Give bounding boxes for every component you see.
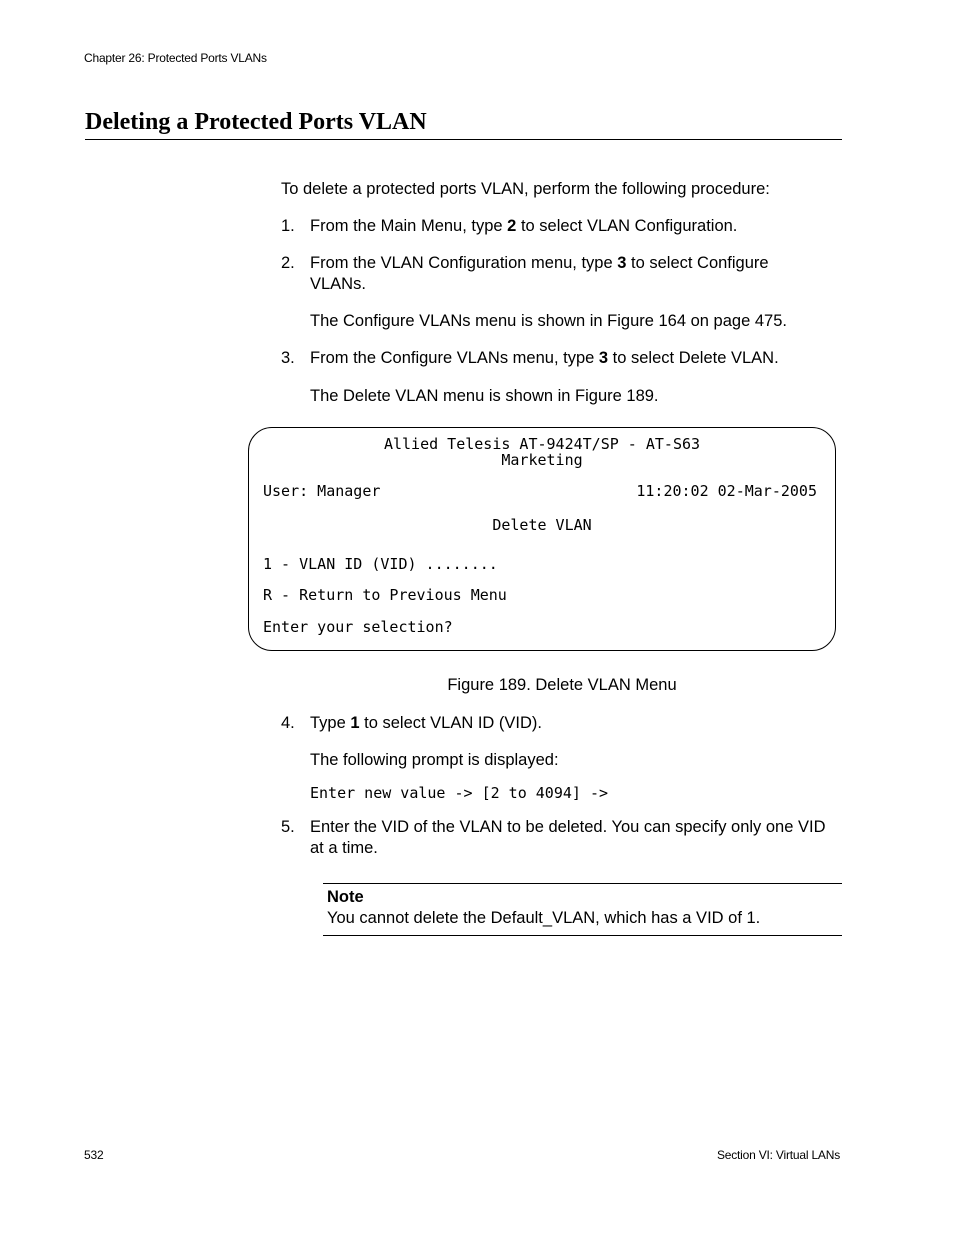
step-number: 3. [281, 349, 295, 367]
figure-datetime: 11:20:02 02-Mar-2005 [636, 482, 817, 500]
step-number: 4. [281, 714, 295, 732]
intro-paragraph: To delete a protected ports VLAN, perform the following procedure: [281, 180, 770, 198]
figure-title-line1: Allied Telesis AT-9424T/SP - AT-S63 [383, 435, 701, 453]
figure-option-1: 1 - VLAN ID (VID) ........ [263, 555, 498, 573]
page-number: 532 [84, 1148, 104, 1162]
figure-option-r: R - Return to Previous Menu [263, 586, 507, 604]
note-text: You cannot delete the Default_VLAN, which has a VID of 1. [327, 909, 761, 927]
step-2-note: The Configure VLANs menu is shown in Figure 164 on page 475. [310, 312, 787, 330]
step-number: 2. [281, 254, 295, 272]
step-4-note: The following prompt is displayed: [310, 751, 559, 769]
running-footer-section: Section VI: Virtual LANs [716, 1148, 840, 1162]
note-box [323, 883, 842, 936]
figure-user: User: Manager [263, 482, 381, 500]
running-header: Chapter 26: Protected Ports VLANs [84, 51, 267, 65]
step-5-text: Enter the VID of the VLAN to be deleted. You can specify only one VID at a time. [310, 818, 826, 857]
section-heading: Deleting a Protected Ports VLAN [85, 109, 427, 135]
step-3-note: The Delete VLAN menu is shown in Figure 189. [310, 387, 659, 405]
step-4-text: Type 1 to select VLAN ID (VID). [310, 714, 543, 732]
heading-rule [85, 139, 842, 140]
step-1-text: From the Main Menu, type 2 to select VLAN Configuration. [310, 217, 738, 235]
value-prompt: Enter new value -> [2 to 4094] -> [310, 784, 609, 802]
step-number: 5. [281, 818, 295, 836]
figure-menu-title: Delete VLAN [492, 516, 592, 534]
step-number: 1. [281, 217, 295, 235]
figure-prompt: Enter your selection? [263, 618, 453, 636]
step-2-text: From the VLAN Configuration menu, type 3 to select Configure VLANs. [310, 254, 769, 293]
figure-title-line2: Marketing [501, 451, 583, 469]
step-3-text: From the Configure VLANs menu, type 3 to select Delete VLAN. [310, 349, 779, 367]
figure-caption: Figure 189. Delete VLAN Menu [447, 676, 677, 694]
note-title: Note [327, 888, 364, 906]
